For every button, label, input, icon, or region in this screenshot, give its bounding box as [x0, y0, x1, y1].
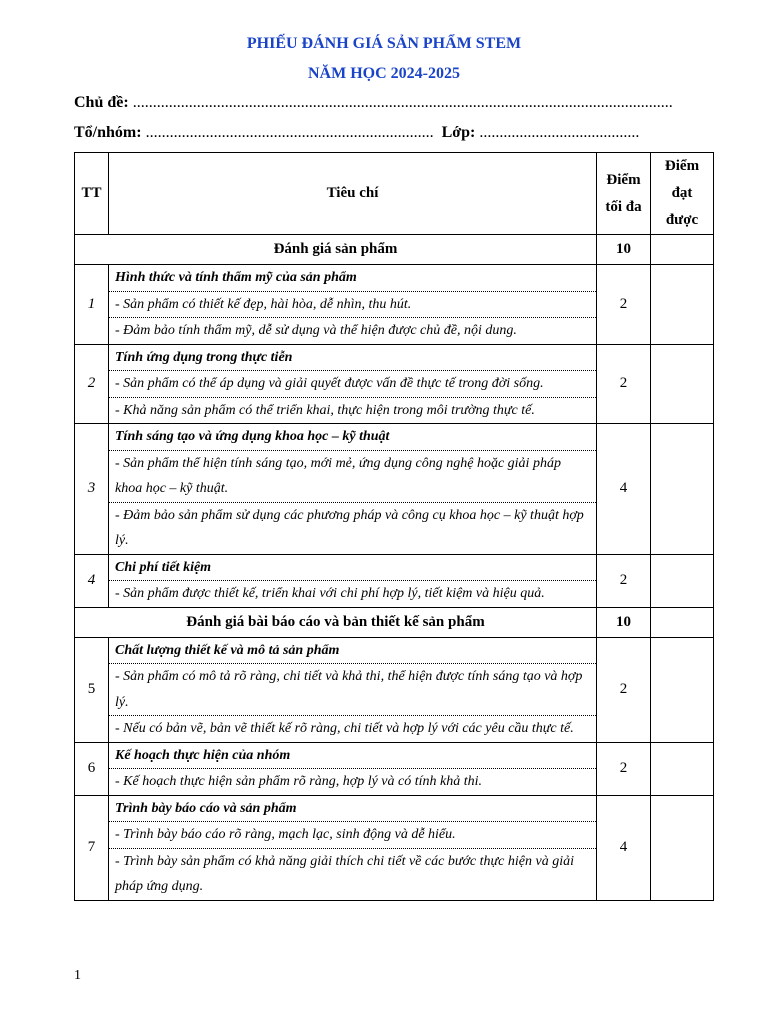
row-number: 7 — [75, 795, 109, 900]
criteria-item: - Trình bày sản phẩm có khả năng giải thích chi tiết về các bước thực hiện và giải pháp ứng dụng. — [109, 848, 596, 900]
topic-dots: ....................................................................................................................................... — [132, 94, 673, 111]
evaluation-table — [74, 152, 714, 901]
criteria-item: - Nếu có bản vẽ, bản vẽ thiết kế rõ ràng, chi tiết và hợp lý với các yêu cầu thực tế. — [109, 715, 596, 742]
row-earned-points[interactable] — [651, 554, 714, 607]
header-max-points — [597, 153, 651, 235]
row-criteria — [109, 795, 597, 900]
row-max-points: 2 — [597, 742, 651, 795]
row-max-points: 2 — [597, 265, 651, 345]
row-criteria — [109, 424, 597, 555]
section-report-label: Đánh giá bài báo cáo và bản thiết kế sản phẩm — [75, 607, 597, 637]
header-got-line1: Điểm — [664, 158, 700, 174]
row-number: 6 — [75, 742, 109, 795]
table-row — [75, 344, 714, 424]
criteria-item: - Đảm bảo sản phẩm sử dụng các phương pháp và công cụ khoa học – kỹ thuật hợp lý. — [109, 502, 596, 554]
criteria-title: Chất lượng thiết kế và mô tả sản phẩm — [115, 642, 340, 658]
row-number: 1 — [75, 265, 109, 345]
criteria-title: Kế hoạch thực hiện của nhóm — [115, 747, 291, 763]
group-class-line — [74, 124, 714, 142]
section-product-points: 10 — [597, 235, 651, 265]
header-criteria: Tiêu chí — [109, 153, 597, 235]
class-dots: ........................................ — [479, 124, 640, 141]
row-earned-points[interactable] — [651, 265, 714, 345]
page-number: 1 — [74, 968, 81, 983]
row-max-points: 4 — [597, 424, 651, 555]
table-row — [75, 742, 714, 795]
group-label: Tổ/nhóm: — [74, 124, 142, 141]
section-product-row — [75, 235, 714, 265]
row-criteria — [109, 742, 597, 795]
header-earned-points — [651, 153, 714, 235]
row-max-points: 2 — [597, 637, 651, 742]
criteria-title: Chi phí tiết kiệm — [115, 559, 212, 575]
row-max-points: 2 — [597, 344, 651, 424]
criteria-title: Trình bày báo cáo và sản phẩm — [115, 800, 297, 816]
section-product-earned[interactable] — [651, 235, 714, 265]
topic-label: Chủ đề: — [74, 94, 129, 111]
table-row — [75, 554, 714, 607]
row-earned-points[interactable] — [651, 742, 714, 795]
row-earned-points[interactable] — [651, 637, 714, 742]
row-criteria — [109, 265, 597, 345]
section-report-row — [75, 607, 714, 637]
criteria-item: - Khả năng sản phẩm có thể triển khai, thực hiện trong môi trường thực tế. — [109, 397, 596, 424]
criteria-item: - Sản phẩm có mô tả rõ ràng, chi tiết và khả thi, thể hiện được tính sáng tạo và hợp lý. — [109, 663, 596, 715]
school-year: NĂM HỌC 2024-2025 — [308, 65, 460, 82]
table-row — [75, 424, 714, 555]
row-criteria — [109, 637, 597, 742]
row-max-points: 2 — [597, 554, 651, 607]
criteria-item: - Đảm bảo tính thẩm mỹ, dễ sử dụng và thể hiện được chủ đề, nội dung. — [109, 317, 596, 344]
table-header-row — [75, 153, 714, 235]
criteria-item: - Trình bày báo cáo rõ ràng, mạch lạc, sinh động và dễ hiểu. — [109, 821, 596, 848]
row-number: 3 — [75, 424, 109, 555]
criteria-item: - Sản phẩm được thiết kế, triển khai với chi phí hợp lý, tiết kiệm và hiệu quả. — [109, 580, 596, 607]
criteria-title: Hình thức và tính thẩm mỹ của sản phẩm — [115, 270, 357, 285]
row-earned-points[interactable] — [651, 795, 714, 900]
row-criteria — [109, 344, 597, 424]
header-tt: TT — [75, 153, 109, 235]
form-title: PHIẾU ĐÁNH GIÁ SẢN PHẨM STEM — [246, 35, 522, 52]
row-earned-points[interactable] — [651, 424, 714, 555]
row-criteria — [109, 554, 597, 607]
row-number: 2 — [75, 344, 109, 424]
criteria-item: - Sản phẩm có thể áp dụng và giải quyết được vấn đề thực tế trong đời sống. — [109, 370, 596, 397]
section-product-label: Đánh giá sản phẩm — [75, 235, 597, 265]
table-row — [75, 637, 714, 742]
row-earned-points[interactable] — [651, 344, 714, 424]
group-dots: ........................................................................ — [145, 124, 434, 141]
row-max-points: 4 — [597, 795, 651, 900]
table-row — [75, 265, 714, 345]
header-got-line3: được — [665, 212, 699, 228]
criteria-item: - Sản phẩm thể hiện tính sáng tạo, mới mẻ, ứng dụng công nghệ hoặc giải pháp khoa học – kỹ thuật. — [109, 450, 596, 502]
section-report-points: 10 — [597, 607, 651, 637]
row-number: 5 — [75, 637, 109, 742]
criteria-item: - Sản phẩm có thiết kế đẹp, hài hòa, dễ nhìn, thu hút. — [109, 291, 596, 318]
criteria-item: - Kế hoạch thực hiện sản phẩm rõ ràng, hợp lý và có tính khả thi. — [109, 768, 596, 795]
header-max-line1: Điểm — [606, 171, 641, 188]
row-number: 4 — [75, 554, 109, 607]
header-got-line2: đạt — [671, 185, 693, 201]
class-label: Lớp: — [441, 124, 476, 141]
criteria-title: Tính sáng tạo và ứng dụng khoa học – kỹ thuật — [115, 429, 390, 444]
criteria-title: Tính ứng dụng trong thực tiễn — [115, 349, 293, 365]
header-max-line2: tối đa — [605, 198, 642, 215]
topic-line — [74, 94, 714, 112]
section-report-earned[interactable] — [651, 607, 714, 637]
table-row — [75, 795, 714, 900]
